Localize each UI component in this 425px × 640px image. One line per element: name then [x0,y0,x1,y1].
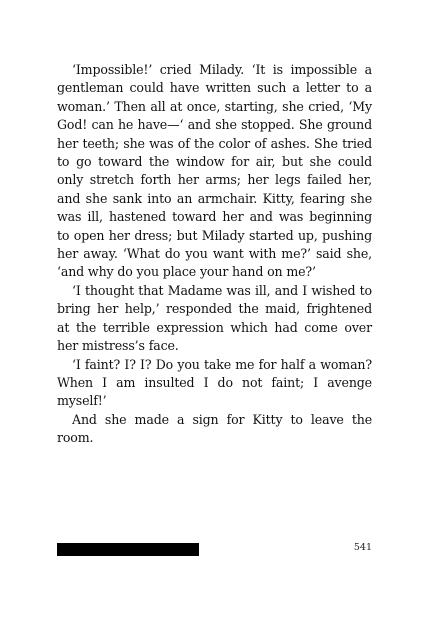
paragraph-3: ‘I faint? I? I? Do you take me for half a woman? When I am insulted I do not faint; I avenge myself!’ [57,356,372,409]
body-text [57,61,372,448]
paragraph-1: ‘Impossible!’ cried Milady. ‘It is impossible a gentleman could have written such a letter to a woman.’ Then all at once, starting, she cried, ‘My God! can he have—‘ and she stopped. She ground her teeth; she was of the color of ashes. She tried to go toward the window for air, but she could only stretch forth her arms; her legs failed her, and she sank into an armchair. Kitty, fearing she was ill, hastened toward her and was beginning to open her dress; but Milady started up, pushing her away. ‘What do you want with me?’ said she, ‘and why do you place your hand on me?’ [57,62,372,280]
redaction-bar [57,543,199,556]
paragraph-2: ‘I thought that Madame was ill, and I wished to bring her help,’ responded the maid, frightened at the terrible expression which had come over her mistress’s face. [57,282,372,354]
page-number: 541 [353,542,372,553]
paragraph-4: And she made a sign for Kitty to leave the room. [57,411,372,446]
